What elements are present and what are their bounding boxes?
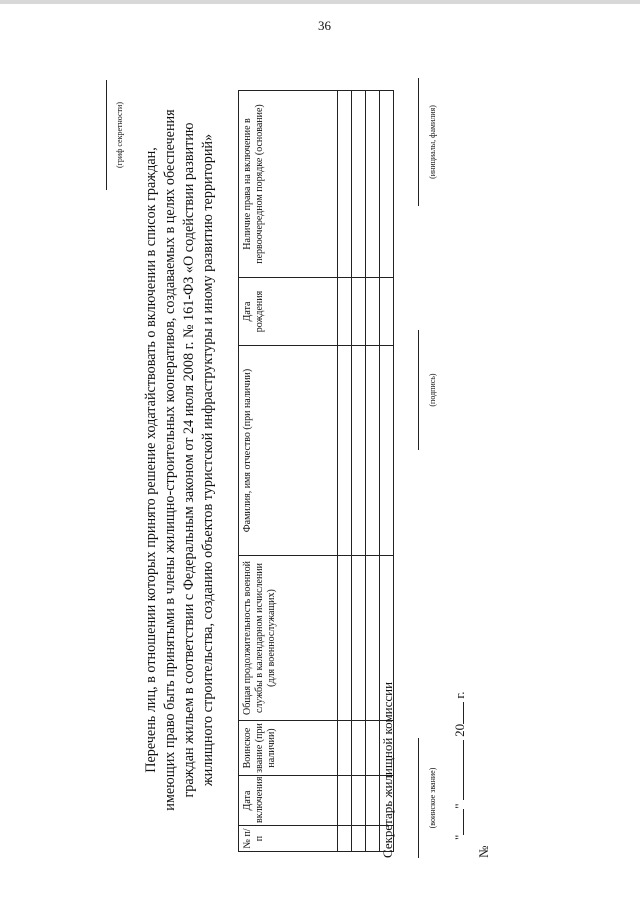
col-birth-date-header: Дата рождения: [239, 278, 338, 346]
table-cell[interactable]: [366, 776, 380, 826]
table-cell[interactable]: [338, 346, 352, 556]
table-row: [338, 91, 352, 852]
col-priority-right-header: Наличие права на включение в первоочередном порядке (основание): [239, 91, 338, 278]
table-cell[interactable]: [338, 776, 352, 826]
signature-block: [380, 78, 500, 858]
col-inclusion-date-header: Дата включения: [239, 776, 338, 826]
table-cell[interactable]: [366, 278, 380, 346]
initials-field[interactable]: [418, 78, 440, 206]
number-sign: №: [476, 845, 491, 858]
date-suffix: г.: [452, 691, 467, 699]
col-rank-header: Воинское звание (при наличии): [239, 721, 338, 776]
table-cell[interactable]: [352, 278, 366, 346]
signature-field[interactable]: [418, 330, 440, 450]
rank-field[interactable]: [418, 738, 440, 858]
table-cell[interactable]: [366, 826, 380, 852]
signature-line: [418, 330, 419, 450]
table-cell[interactable]: [352, 826, 366, 852]
date-year-blank: [463, 702, 464, 724]
table-cell[interactable]: [352, 721, 366, 776]
table-cell[interactable]: [366, 721, 380, 776]
table-cell[interactable]: [352, 91, 366, 278]
title-line: жилищного строительства, созданию объектов туристской инфраструктуры и иному развитию территорий»: [200, 133, 216, 787]
title-line: имеющих право быть принятыми в члены жилищно-строительных кооперативов, создаваемых в целях обеспечения: [162, 109, 178, 811]
table-cell[interactable]: [338, 826, 352, 852]
table-cell[interactable]: [338, 278, 352, 346]
table-cell[interactable]: [366, 91, 380, 278]
date-year-prefix: 20: [452, 723, 467, 737]
signature-label: (подпись): [428, 373, 437, 407]
table-cell[interactable]: [338, 721, 352, 776]
secrecy-label: (гриф секретности): [115, 102, 124, 169]
table-header-row: [239, 91, 338, 852]
table-cell[interactable]: [352, 556, 366, 721]
table-cell[interactable]: [338, 556, 352, 721]
rank-label: (воинское звание): [428, 767, 437, 829]
table-cell[interactable]: [352, 346, 366, 556]
secrecy-stamp-field: [106, 80, 127, 190]
table-row: [352, 91, 366, 852]
document-title: [142, 90, 218, 830]
secretary-title: Секретарь жилищной комиссии: [380, 681, 395, 858]
col-full-name-header: Фамилия, имя отчество (при наличии): [239, 346, 338, 556]
table-cell[interactable]: [352, 776, 366, 826]
rotated-form: [90, 70, 510, 870]
initials-label: (инициалы, фамилия): [428, 105, 437, 179]
col-service-duration-header: Общая продолжительность военной службы в календарном исчислении (для военнослужащих): [239, 556, 338, 721]
date-month-blank: [463, 740, 464, 800]
persons-table: [238, 90, 394, 852]
date-day-blank: [463, 809, 464, 835]
title-line: Перечень лиц, в отношении которых принято решение ходатайствовать о включении в список граждан,: [143, 147, 159, 773]
rank-line: [418, 738, 419, 858]
initials-line: [418, 78, 419, 206]
col-number-header: № п/п: [239, 826, 338, 852]
date-quote: ": [452, 803, 467, 809]
table-row: [366, 91, 380, 852]
table-cell[interactable]: [366, 556, 380, 721]
page-number: 36: [318, 18, 331, 33]
title-line: граждан жильем в соответствии с Федеральным законом от 24 июля 2008 г. № 161-ФЗ «О содействии развитию: [181, 122, 197, 798]
secrecy-line: [106, 80, 107, 190]
table-cell[interactable]: [366, 346, 380, 556]
scan-top-edge: [0, 0, 640, 4]
date-line[interactable]: [452, 692, 468, 841]
table-cell[interactable]: [338, 91, 352, 278]
date-quote: ": [452, 834, 467, 840]
